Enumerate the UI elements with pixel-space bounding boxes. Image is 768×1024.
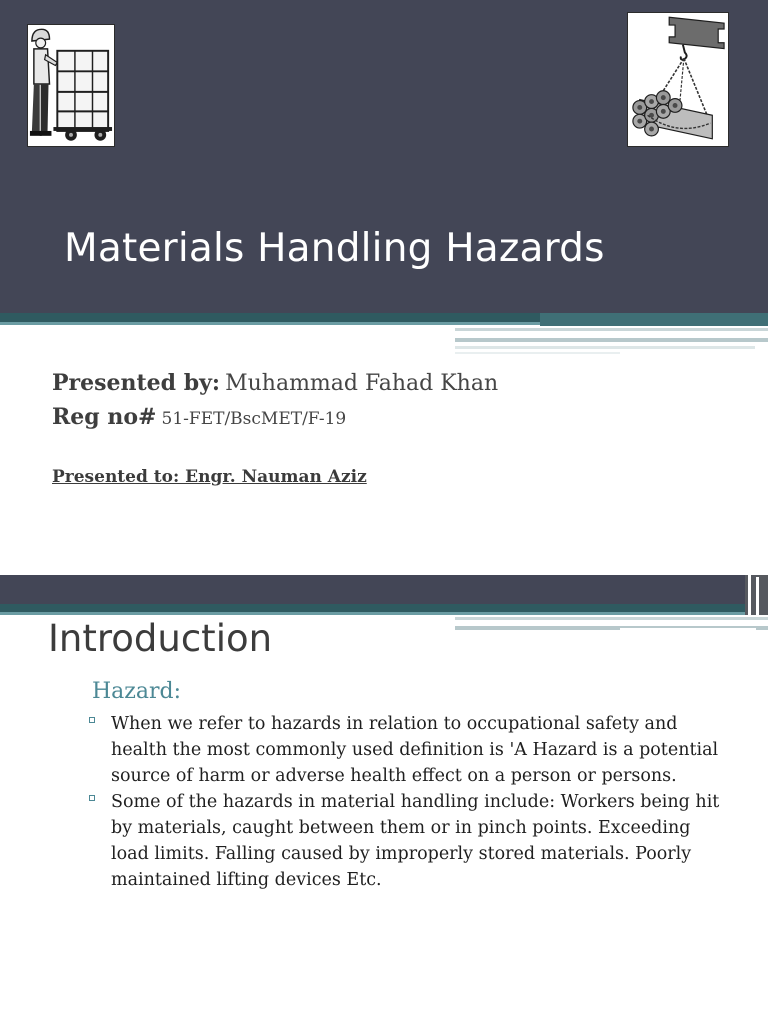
presented-to: Presented to: Engr. Nauman Aziz [52, 467, 367, 487]
reg-no-label: Reg no# [52, 404, 157, 430]
presented-by-line [52, 370, 498, 396]
introduction-slide [0, 575, 768, 1024]
presented-by-label: Presented by: [52, 370, 220, 396]
square-bullet-icon [89, 795, 95, 801]
slide-title: Introduction [48, 617, 273, 660]
reg-no-line [52, 404, 346, 430]
worker-hand-truck-icon [28, 25, 114, 146]
top-band [0, 575, 768, 604]
subheading: Hazard: [92, 679, 182, 704]
reg-no-value: 51-FET/BscMET/F-19 [161, 409, 347, 429]
list-item [88, 711, 728, 789]
bullet-list [88, 711, 728, 893]
presenter-name: Muhammad Fahad Khan [225, 371, 499, 396]
bullet-text: When we refer to hazards in relation to occupational safety and health the most commonly used definition is 'A Hazard is a potential source of harm or adverse health effect on a person or persons. [111, 714, 719, 786]
bullet-text: Some of the hazards in material handling include: Workers being hit by materials, caught between them or in pinch points. Exceeding load limits. Falling caused by improperly stored materials. Poorly maintained lifting devices Etc. [111, 792, 720, 890]
list-item [88, 789, 728, 893]
slide-title: Materials Handling Hazards [64, 226, 605, 271]
square-bullet-icon [89, 717, 95, 723]
crane-pipes-image [627, 12, 729, 147]
crane-pipes-icon [628, 13, 728, 146]
worker-hand-truck-image [27, 24, 115, 147]
